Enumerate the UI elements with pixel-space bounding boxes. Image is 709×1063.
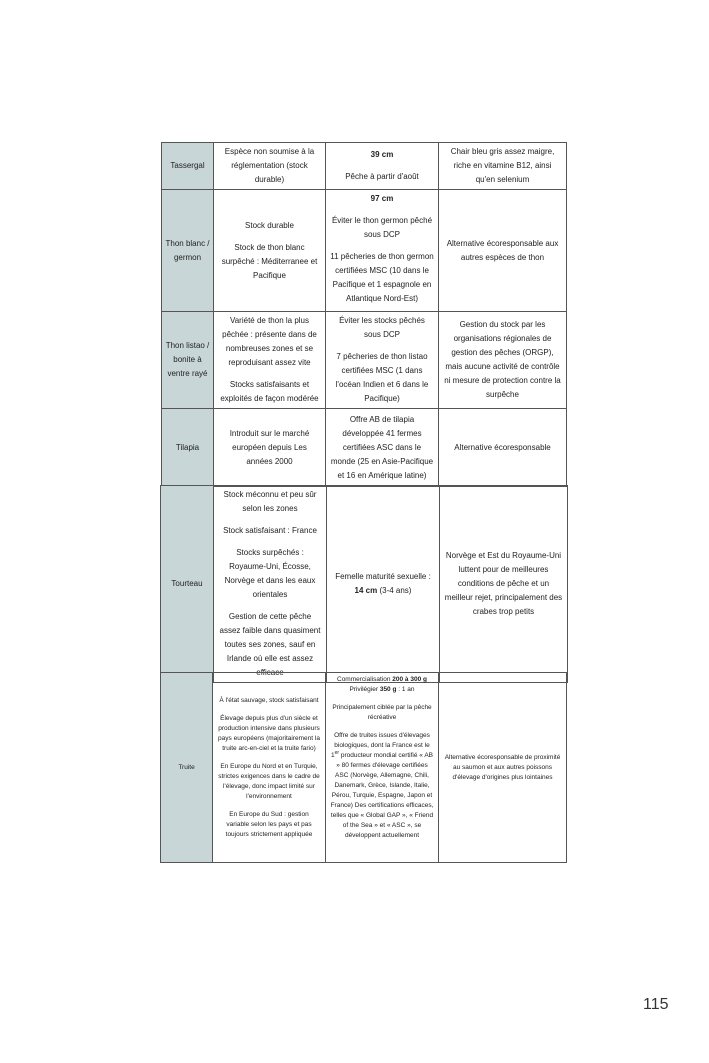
table-row xyxy=(161,486,568,683)
size-cell: Commercialisation 200 à 300 g Privilégier 350 g : 1 an Principalement ciblée par la pêche récréative Offre de truites issues d'élevages biologiques, dont la France est le 1er producteur mondial certifié « AB » 80 fermes d'élevage certifiées ASC (Norvège, Allemagne, Chili, Danemark, Grèce, Islande, Italie, Pérou, Turquie, Espagne, Japon et France) Des certifications efficaces, telles que « Global GAP », « Friend of the Sea » et « ASC », se développent actuellement xyxy=(326,673,439,863)
species-name: Thon listao / bonite à ventre rayé xyxy=(162,312,214,409)
alternative-cell: Alternative écoresponsable xyxy=(439,409,567,487)
species-table-part-2 xyxy=(160,485,568,683)
stock-cell: Introduit sur le marché européen depuis Les années 2000 xyxy=(214,409,326,487)
species-name: Tourteau xyxy=(161,486,214,683)
stock-cell: Stock durable Stock de thon blanc surpêché : Méditerranee et Pacifique xyxy=(214,190,326,312)
stock-cell: Variété de thon la plus pêchée : présente dans de nombreuses zones et se reproduisant assez vite Stocks satisfaisants et exploités de façon modérée xyxy=(214,312,326,409)
size-cell: 97 cm Éviter le thon germon pêché sous DCP 11 pêcheries de thon germon certifiées MSC (10 dans le Pacifique et 1 espagnole en Atlantique Nord-Est) xyxy=(326,190,439,312)
table-row xyxy=(162,312,567,409)
stock-cell: Espèce non soumise à la réglementation (stock durable) xyxy=(214,143,326,190)
alternative-cell: Gestion du stock par les organisations régionales de gestion des pêches (ORGP), mais aucune activité de contrôle ni mesure de protection contre la surpêche xyxy=(439,312,567,409)
species-name: Tassergal xyxy=(162,143,214,190)
table-row xyxy=(162,409,567,487)
species-table-part-3 xyxy=(160,672,567,863)
page-number: 115 xyxy=(643,996,669,1013)
size-cell: Femelle maturité sexuelle : 14 cm (3-4 ans) xyxy=(327,486,440,683)
species-name: Tilapia xyxy=(162,409,214,487)
species-table-part-1 xyxy=(161,142,567,487)
stock-cell: À l'état sauvage, stock satisfaisant Élevage depuis plus d'un siècle et production intensive dans plusieurs pays européens (majoritairement la truite arc-en-ciel et la truite fario) En Europe du Nord et en Turquie, strictes exigences dans le cadre de l'élevage, donc impact limité sur l'environnement En Europe du Sud : gestion variable selon les pays et pas toujours strictement appliquée xyxy=(213,673,326,863)
size-cell: Éviter les stocks pêchés sous DCP 7 pêcheries de thon listao certifiées MSC (1 dans l'océan Indien et 6 dans le Pacifique) xyxy=(326,312,439,409)
alternative-cell: Norvège et Est du Royaume-Uni luttent pour de meilleures conditions de pêche et un meilleur rejet, principalement des crabes trop petits xyxy=(440,486,568,683)
size-cell: Offre AB de tilapia développée 41 fermes certifiées ASC dans le monde (25 en Asie-Pacifique et 16 en Amérique latine) xyxy=(326,409,439,487)
table-row xyxy=(162,190,567,312)
species-name: Truite xyxy=(161,673,213,863)
species-name: Thon blanc / germon xyxy=(162,190,214,312)
table-row xyxy=(161,673,567,863)
alternative-cell: Alternative écoresponsable aux autres espèces de thon xyxy=(439,190,567,312)
alternative-cell: Alternative écoresponsable de proximité au saumon et aux autres poissons d'élevage d'origines plus lointaines xyxy=(439,673,567,863)
stock-cell: Stock méconnu et peu sûr selon les zones Stock satisfaisant : France Stocks surpêchés : Royaume-Uni, Écosse, Norvège et dans les eaux orientales Gestion de cette pêche assez faible dans quasiment toutes ses zones, sauf en Irlande où elle est assez efficace xyxy=(214,486,327,683)
size-cell: 39 cm Pêche à partir d'août xyxy=(326,143,439,190)
alternative-cell: Chair bleu gris assez maigre, riche en vitamine B12, ainsi qu'en selenium xyxy=(439,143,567,190)
table-row xyxy=(162,143,567,190)
